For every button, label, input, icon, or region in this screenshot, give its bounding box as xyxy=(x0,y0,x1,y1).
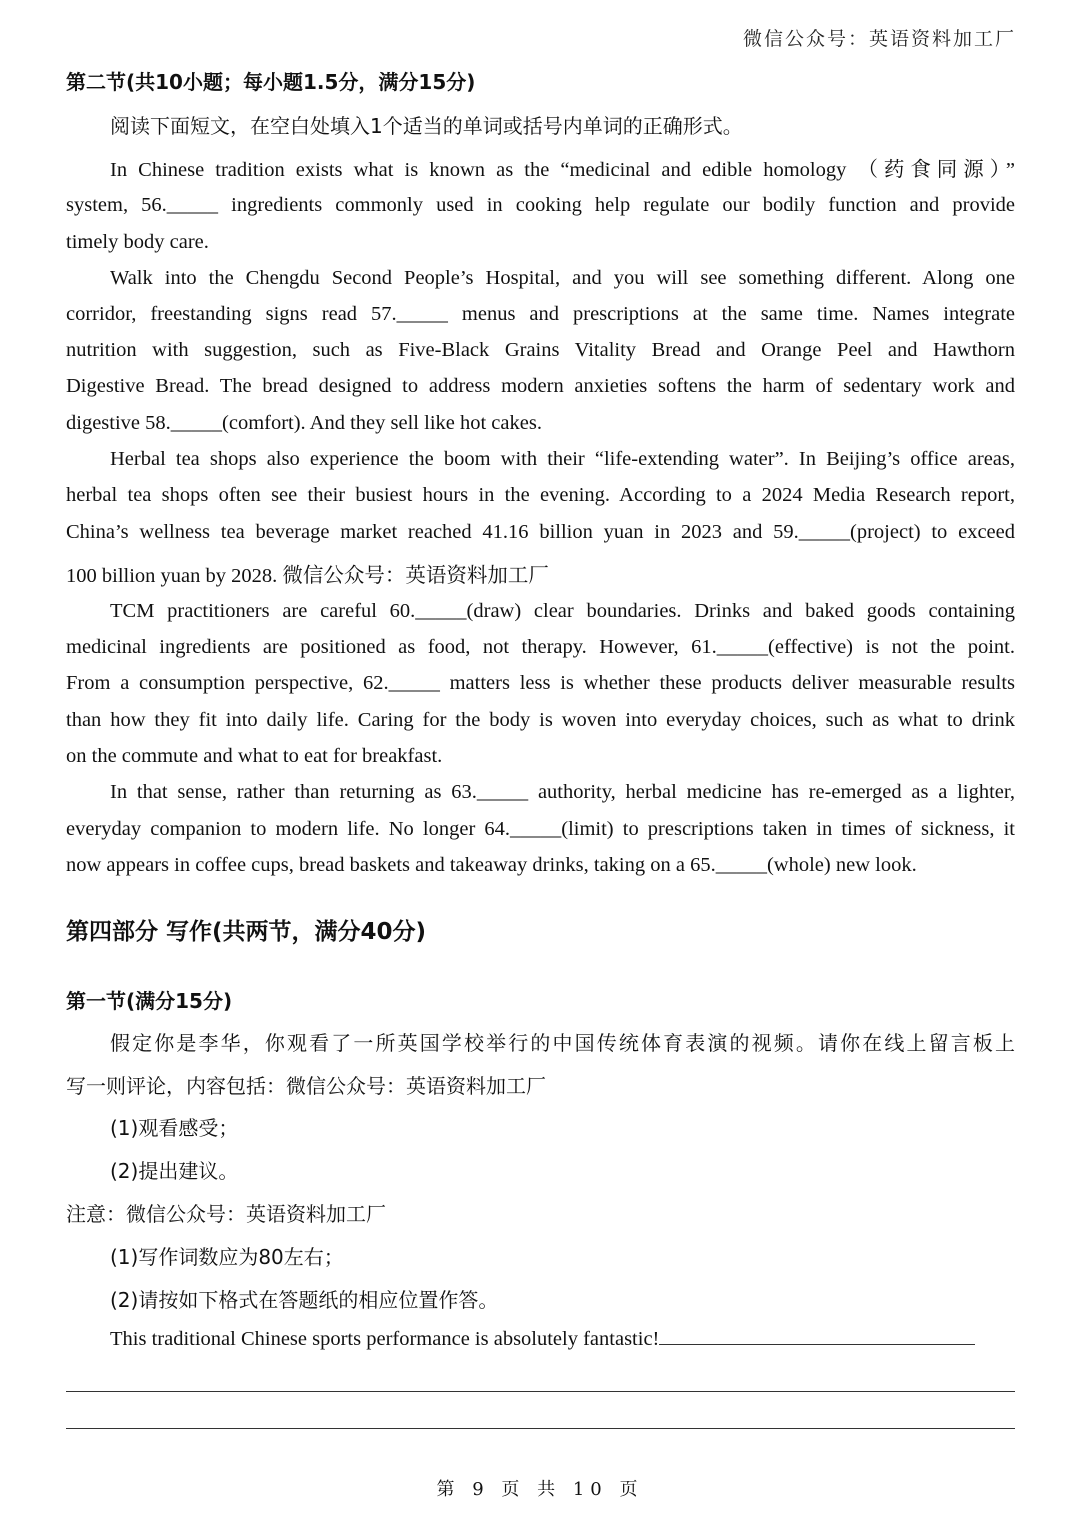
section2-title: 第二节(共10小题；每小题1.5分，满分15分) xyxy=(66,70,476,94)
passage-line: In that sense, rather than returning as 63._____ authority, herbal medicine has re-emerged as a lighter, xyxy=(110,781,1015,803)
answer-line[interactable] xyxy=(66,1428,1015,1429)
passage-line: Walk into the Chengdu Second People’s Hospital, and you will see something different. Along one xyxy=(110,267,1015,289)
note-item: (2)请按如下格式在答题纸的相应位置作答。 xyxy=(110,1288,499,1312)
prompt-line: 写一则评论，内容包括：微信公众号：英语资料加工厂 xyxy=(66,1074,546,1098)
passage-line: China’s wellness tea beverage market reached 41.16 billion yuan in 2023 and 59._____(project) to exceed xyxy=(66,521,1015,543)
passage-line: Herbal tea shops also experience the boom with their “life-extending water”. In Beijing’s office areas, xyxy=(110,448,1015,470)
passage-line: everyday companion to modern life. No longer 64._____(limit) to prescriptions taken in times of sickness, it xyxy=(66,818,1015,840)
passage-line: system, 56._____ ingredients commonly used in cooking help regulate our bodily function and provide xyxy=(66,194,1015,216)
passage-line: medicinal ingredients are positioned as food, not therapy. However, 61._____(effective) is not the point. xyxy=(66,636,1015,658)
passage-line: timely body care. xyxy=(66,231,209,253)
prompt-point: (2)提出建议。 xyxy=(110,1159,239,1183)
passage-line: 100 billion yuan by 2028. 微信公众号：英语资料加工厂 xyxy=(66,565,549,587)
part4-title: 第四部分 写作(共两节，满分40分) xyxy=(66,919,427,945)
page-number: 第 9 页 共 10 页 xyxy=(436,1479,644,1500)
section2-instruction: 阅读下面短文，在空白处填入1个适当的单词或括号内单词的正确形式。 xyxy=(110,114,743,138)
passage-line: TCM practitioners are careful 60._____(draw) clear boundaries. Drinks and baked goods containing xyxy=(110,600,1015,622)
passage-line: Digestive Bread. The bread designed to address modern anxieties softens the harm of sedentary work and xyxy=(66,375,1015,397)
note-label: 注意：微信公众号：英语资料加工厂 xyxy=(66,1202,386,1226)
note-item: (1)写作词数应为80左右； xyxy=(110,1245,344,1269)
passage-line: now appears in coffee cups, bread baskets and takeaway drinks, taking on a 65._____(whole) new look. xyxy=(66,854,917,876)
passage-line: nutrition with suggestion, such as Five-Black Grains Vitality Bread and Orange Peel and Hawthorn xyxy=(66,339,1015,361)
passage-line: herbal tea shops often see their busiest hours in the evening. According to a 2024 Media Research report, xyxy=(66,484,1015,506)
passage-line: than how they fit into daily life. Caring for the body is woven into everyday choices, such as what to drink xyxy=(66,709,1015,731)
passage-line: digestive 58._____(comfort). And they sell like hot cakes. xyxy=(66,412,542,434)
answer-line[interactable] xyxy=(66,1391,1015,1392)
header-watermark: 微信公众号：英语资料加工厂 xyxy=(742,28,1016,50)
writing-starter-line xyxy=(110,1326,1015,1351)
writing-starter: This traditional Chinese sports performance is absolutely fantastic! xyxy=(110,1328,660,1350)
prompt-point: (1)观看感受； xyxy=(110,1116,239,1140)
passage-line: on the commute and what to eat for breakfast. xyxy=(66,745,443,767)
passage-line: From a consumption perspective, 62._____ matters less is whether these products deliver measurable results xyxy=(66,672,1015,694)
prompt-line: 假定你是李华，你观看了一所英国学校举行的中国传统体育表演的视频。请你在线上留言板上 xyxy=(110,1031,1015,1055)
answer-blank[interactable] xyxy=(659,1326,975,1345)
passage-line: corridor, freestanding signs read 57._____ menus and prescriptions at the same time. Names integrate xyxy=(66,303,1015,325)
part4-section1-title: 第一节(满分15分) xyxy=(66,989,233,1013)
passage-line: In Chinese tradition exists what is known as the “medicinal and edible homology （药食同源）” xyxy=(110,159,1015,181)
